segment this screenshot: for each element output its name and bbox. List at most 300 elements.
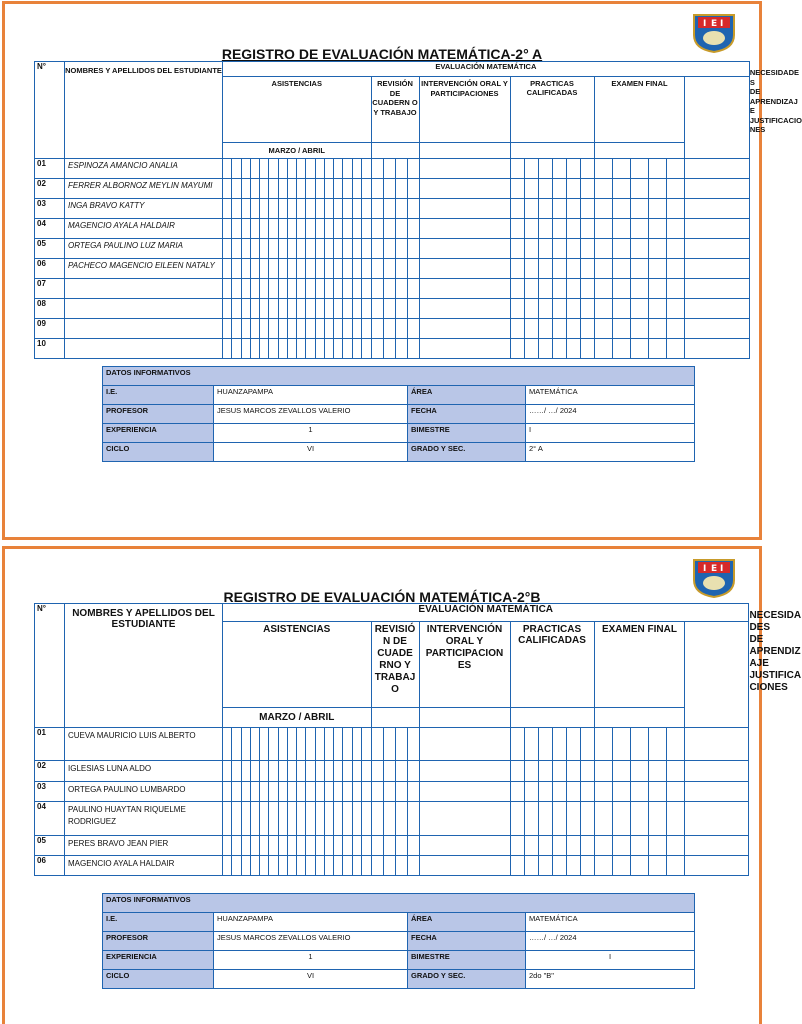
grade-cell[interactable] [580,782,594,802]
grade-cell[interactable] [524,761,538,782]
grade-cell[interactable] [667,761,685,782]
grade-cell[interactable] [334,159,343,179]
grade-cell[interactable] [278,299,287,319]
student-name[interactable] [65,339,223,359]
grade-cell[interactable] [260,219,269,239]
grade-cell[interactable] [278,199,287,219]
grade-cell[interactable] [524,339,538,359]
grade-cell[interactable] [334,319,343,339]
grade-cell[interactable] [383,761,395,782]
grade-cell[interactable] [612,802,630,836]
grade-cell[interactable] [287,219,296,239]
grade-cell[interactable] [407,728,419,761]
student-name[interactable]: INGA BRAVO KATTY [65,199,223,219]
grade-cell[interactable] [395,319,407,339]
grade-cell[interactable] [371,339,383,359]
grade-cell[interactable] [352,836,362,856]
grade-cell[interactable] [223,279,232,299]
grade-cell[interactable] [297,782,306,802]
grade-cell[interactable] [324,339,333,359]
grade-cell[interactable] [232,239,241,259]
grade-cell[interactable] [538,856,552,876]
grade-cell[interactable] [306,856,315,876]
grade-cell[interactable] [343,802,352,836]
grade-cell[interactable] [241,728,250,761]
grade-cell[interactable] [580,299,594,319]
grade-cell[interactable] [685,179,749,199]
grade-cell[interactable] [580,856,594,876]
grade-cell[interactable] [287,259,296,279]
grade-cell[interactable] [594,836,612,856]
grade-cell[interactable] [223,319,232,339]
grade-cell[interactable] [223,219,232,239]
grade-cell[interactable] [315,339,324,359]
grade-cell[interactable] [594,319,612,339]
grade-cell[interactable] [306,836,315,856]
grade-cell[interactable] [510,179,524,199]
grade-cell[interactable] [223,299,232,319]
grade-cell[interactable] [297,259,306,279]
grade-cell[interactable] [241,279,250,299]
grade-cell[interactable] [343,199,352,219]
grade-cell[interactable] [315,159,324,179]
grade-cell[interactable] [223,239,232,259]
grade-cell[interactable] [395,836,407,856]
grade-cell[interactable] [343,219,352,239]
grade-cell[interactable] [371,239,383,259]
grade-cell[interactable] [630,199,648,219]
grade-cell[interactable] [287,239,296,259]
grade-cell[interactable] [649,761,667,782]
grade-cell[interactable] [334,279,343,299]
grade-cell[interactable] [630,836,648,856]
grade-cell[interactable] [685,856,749,876]
grade-cell[interactable] [685,319,749,339]
grade-cell[interactable] [612,836,630,856]
grade-cell[interactable] [383,219,395,239]
grade-cell[interactable] [287,159,296,179]
grade-cell[interactable] [580,761,594,782]
grade-cell[interactable] [649,339,667,359]
grade-cell[interactable] [278,728,287,761]
grade-cell[interactable] [419,761,510,782]
grade-cell[interactable] [407,782,419,802]
grade-cell[interactable] [685,199,749,219]
student-name[interactable]: IGLESIAS LUNA ALDO [65,761,223,782]
grade-cell[interactable] [630,279,648,299]
grade-cell[interactable] [649,856,667,876]
grade-cell[interactable] [685,782,749,802]
grade-cell[interactable] [510,728,524,761]
grade-cell[interactable] [524,299,538,319]
grade-cell[interactable] [269,159,278,179]
grade-cell[interactable] [395,179,407,199]
grade-cell[interactable] [306,159,315,179]
grade-cell[interactable] [580,836,594,856]
grade-cell[interactable] [362,802,372,836]
grade-cell[interactable] [407,339,419,359]
grade-cell[interactable] [371,319,383,339]
grade-cell[interactable] [395,219,407,239]
grade-cell[interactable] [580,219,594,239]
grade-cell[interactable] [538,782,552,802]
grade-cell[interactable] [667,836,685,856]
grade-cell[interactable] [552,259,566,279]
grade-cell[interactable] [278,159,287,179]
grade-cell[interactable] [552,761,566,782]
grade-cell[interactable] [278,319,287,339]
grade-cell[interactable] [383,319,395,339]
grade-cell[interactable] [232,179,241,199]
grade-cell[interactable] [324,761,333,782]
grade-cell[interactable] [566,728,580,761]
grade-cell[interactable] [260,299,269,319]
grade-cell[interactable] [383,279,395,299]
grade-cell[interactable] [232,299,241,319]
student-name[interactable] [65,279,223,299]
grade-cell[interactable] [297,802,306,836]
grade-cell[interactable] [524,279,538,299]
grade-cell[interactable] [383,836,395,856]
grade-cell[interactable] [269,239,278,259]
grade-cell[interactable] [594,856,612,876]
grade-cell[interactable] [269,782,278,802]
grade-cell[interactable] [395,199,407,219]
grade-cell[interactable] [269,219,278,239]
grade-cell[interactable] [630,761,648,782]
grade-cell[interactable] [297,199,306,219]
grade-cell[interactable] [352,159,362,179]
grade-cell[interactable] [612,728,630,761]
grade-cell[interactable] [510,856,524,876]
grade-cell[interactable] [278,856,287,876]
grade-cell[interactable] [395,279,407,299]
grade-cell[interactable] [538,239,552,259]
grade-cell[interactable] [552,836,566,856]
grade-cell[interactable] [552,856,566,876]
grade-cell[interactable] [343,761,352,782]
grade-cell[interactable] [538,259,552,279]
grade-cell[interactable] [306,279,315,299]
grade-cell[interactable] [362,159,372,179]
grade-cell[interactable] [649,199,667,219]
grade-cell[interactable] [324,199,333,219]
grade-cell[interactable] [667,179,685,199]
grade-cell[interactable] [612,339,630,359]
grade-cell[interactable] [685,219,749,239]
grade-cell[interactable] [287,836,296,856]
grade-cell[interactable] [685,761,749,782]
grade-cell[interactable] [324,802,333,836]
grade-cell[interactable] [612,279,630,299]
grade-cell[interactable] [306,179,315,199]
grade-cell[interactable] [343,159,352,179]
grade-cell[interactable] [524,199,538,219]
grade-cell[interactable] [407,219,419,239]
grade-cell[interactable] [524,219,538,239]
grade-cell[interactable] [649,279,667,299]
grade-cell[interactable] [223,339,232,359]
grade-cell[interactable] [612,239,630,259]
grade-cell[interactable] [419,239,510,259]
grade-cell[interactable] [566,219,580,239]
grade-cell[interactable] [419,159,510,179]
grade-cell[interactable] [334,219,343,239]
grade-cell[interactable] [538,319,552,339]
grade-cell[interactable] [566,279,580,299]
grade-cell[interactable] [352,339,362,359]
grade-cell[interactable] [306,239,315,259]
grade-cell[interactable] [362,319,372,339]
grade-cell[interactable] [223,728,232,761]
grade-cell[interactable] [371,179,383,199]
grade-cell[interactable] [223,856,232,876]
grade-cell[interactable] [334,179,343,199]
grade-cell[interactable] [395,159,407,179]
grade-cell[interactable] [612,856,630,876]
grade-cell[interactable] [260,339,269,359]
grade-cell[interactable] [630,179,648,199]
grade-cell[interactable] [306,319,315,339]
grade-cell[interactable] [371,782,383,802]
grade-cell[interactable] [232,279,241,299]
grade-cell[interactable] [362,279,372,299]
grade-cell[interactable] [334,728,343,761]
grade-cell[interactable] [510,159,524,179]
grade-cell[interactable] [362,299,372,319]
grade-cell[interactable] [223,782,232,802]
grade-cell[interactable] [362,239,372,259]
grade-cell[interactable] [223,179,232,199]
grade-cell[interactable] [649,239,667,259]
grade-cell[interactable] [630,239,648,259]
grade-cell[interactable] [315,279,324,299]
grade-cell[interactable] [594,761,612,782]
grade-cell[interactable] [371,728,383,761]
grade-cell[interactable] [352,279,362,299]
grade-cell[interactable] [395,259,407,279]
grade-cell[interactable] [419,219,510,239]
grade-cell[interactable] [250,761,259,782]
grade-cell[interactable] [371,761,383,782]
grade-cell[interactable] [612,299,630,319]
student-name[interactable]: CUEVA MAURICIO LUIS ALBERTO [65,728,223,761]
grade-cell[interactable] [250,279,259,299]
grade-cell[interactable] [630,728,648,761]
grade-cell[interactable] [510,259,524,279]
grade-cell[interactable] [306,728,315,761]
grade-cell[interactable] [685,239,749,259]
grade-cell[interactable] [250,802,259,836]
grade-cell[interactable] [278,179,287,199]
grade-cell[interactable] [552,239,566,259]
grade-cell[interactable] [334,259,343,279]
grade-cell[interactable] [334,856,343,876]
grade-cell[interactable] [649,319,667,339]
grade-cell[interactable] [538,299,552,319]
grade-cell[interactable] [324,836,333,856]
grade-cell[interactable] [250,259,259,279]
grade-cell[interactable] [667,802,685,836]
grade-cell[interactable] [580,239,594,259]
grade-cell[interactable] [287,199,296,219]
grade-cell[interactable] [343,782,352,802]
grade-cell[interactable] [538,279,552,299]
grade-cell[interactable] [287,299,296,319]
grade-cell[interactable] [362,856,372,876]
grade-cell[interactable] [383,339,395,359]
grade-cell[interactable] [524,836,538,856]
grade-cell[interactable] [685,279,749,299]
grade-cell[interactable] [395,856,407,876]
grade-cell[interactable] [362,728,372,761]
grade-cell[interactable] [241,299,250,319]
grade-cell[interactable] [566,299,580,319]
grade-cell[interactable] [306,782,315,802]
grade-cell[interactable] [324,728,333,761]
grade-cell[interactable] [269,199,278,219]
grade-cell[interactable] [250,319,259,339]
grade-cell[interactable] [538,199,552,219]
grade-cell[interactable] [287,761,296,782]
grade-cell[interactable] [362,339,372,359]
grade-cell[interactable] [649,836,667,856]
grade-cell[interactable] [297,239,306,259]
grade-cell[interactable] [630,159,648,179]
grade-cell[interactable] [334,761,343,782]
grade-cell[interactable] [649,179,667,199]
grade-cell[interactable] [383,259,395,279]
grade-cell[interactable] [241,199,250,219]
grade-cell[interactable] [510,299,524,319]
grade-cell[interactable] [223,802,232,836]
grade-cell[interactable] [315,728,324,761]
grade-cell[interactable] [260,159,269,179]
grade-cell[interactable] [362,199,372,219]
grade-cell[interactable] [352,782,362,802]
grade-cell[interactable] [306,802,315,836]
grade-cell[interactable] [241,856,250,876]
grade-cell[interactable] [580,159,594,179]
grade-cell[interactable] [566,319,580,339]
grade-cell[interactable] [324,279,333,299]
grade-cell[interactable] [649,299,667,319]
grade-cell[interactable] [260,279,269,299]
grade-cell[interactable] [269,279,278,299]
grade-cell[interactable] [278,802,287,836]
grade-cell[interactable] [241,159,250,179]
grade-cell[interactable] [297,761,306,782]
grade-cell[interactable] [407,761,419,782]
grade-cell[interactable] [352,856,362,876]
grade-cell[interactable] [315,299,324,319]
grade-cell[interactable] [269,802,278,836]
grade-cell[interactable] [232,199,241,219]
grade-cell[interactable] [324,159,333,179]
student-name[interactable] [65,319,223,339]
grade-cell[interactable] [334,339,343,359]
grade-cell[interactable] [524,319,538,339]
grade-cell[interactable] [594,159,612,179]
grade-cell[interactable] [287,802,296,836]
grade-cell[interactable] [334,836,343,856]
grade-cell[interactable] [580,339,594,359]
grade-cell[interactable] [362,179,372,199]
grade-cell[interactable] [260,319,269,339]
grade-cell[interactable] [250,219,259,239]
grade-cell[interactable] [510,319,524,339]
grade-cell[interactable] [667,728,685,761]
grade-cell[interactable] [343,319,352,339]
grade-cell[interactable] [362,761,372,782]
grade-cell[interactable] [649,159,667,179]
grade-cell[interactable] [395,761,407,782]
grade-cell[interactable] [278,279,287,299]
grade-cell[interactable] [269,339,278,359]
grade-cell[interactable] [612,259,630,279]
grade-cell[interactable] [407,856,419,876]
grade-cell[interactable] [383,856,395,876]
grade-cell[interactable] [315,259,324,279]
grade-cell[interactable] [343,339,352,359]
grade-cell[interactable] [612,761,630,782]
grade-cell[interactable] [594,279,612,299]
grade-cell[interactable] [260,856,269,876]
grade-cell[interactable] [232,319,241,339]
grade-cell[interactable] [419,299,510,319]
grade-cell[interactable] [580,319,594,339]
grade-cell[interactable] [278,836,287,856]
grade-cell[interactable] [685,339,749,359]
grade-cell[interactable] [649,259,667,279]
grade-cell[interactable] [260,728,269,761]
grade-cell[interactable] [278,782,287,802]
grade-cell[interactable] [395,339,407,359]
grade-cell[interactable] [580,728,594,761]
grade-cell[interactable] [580,179,594,199]
grade-cell[interactable] [269,836,278,856]
grade-cell[interactable] [538,179,552,199]
grade-cell[interactable] [306,761,315,782]
grade-cell[interactable] [352,239,362,259]
student-name[interactable]: MAGENCIO AYALA HALDAIR [65,219,223,239]
grade-cell[interactable] [269,319,278,339]
grade-cell[interactable] [232,802,241,836]
grade-cell[interactable] [223,159,232,179]
grade-cell[interactable] [630,782,648,802]
grade-cell[interactable] [352,802,362,836]
grade-cell[interactable] [343,856,352,876]
grade-cell[interactable] [395,802,407,836]
grade-cell[interactable] [510,836,524,856]
grade-cell[interactable] [241,179,250,199]
grade-cell[interactable] [260,782,269,802]
grade-cell[interactable] [269,728,278,761]
grade-cell[interactable] [343,179,352,199]
grade-cell[interactable] [269,856,278,876]
grade-cell[interactable] [538,219,552,239]
grade-cell[interactable] [269,179,278,199]
grade-cell[interactable] [667,159,685,179]
grade-cell[interactable] [395,299,407,319]
grade-cell[interactable] [241,239,250,259]
grade-cell[interactable] [407,179,419,199]
grade-cell[interactable] [667,259,685,279]
grade-cell[interactable] [352,199,362,219]
grade-cell[interactable] [419,179,510,199]
grade-cell[interactable] [685,836,749,856]
grade-cell[interactable] [667,239,685,259]
